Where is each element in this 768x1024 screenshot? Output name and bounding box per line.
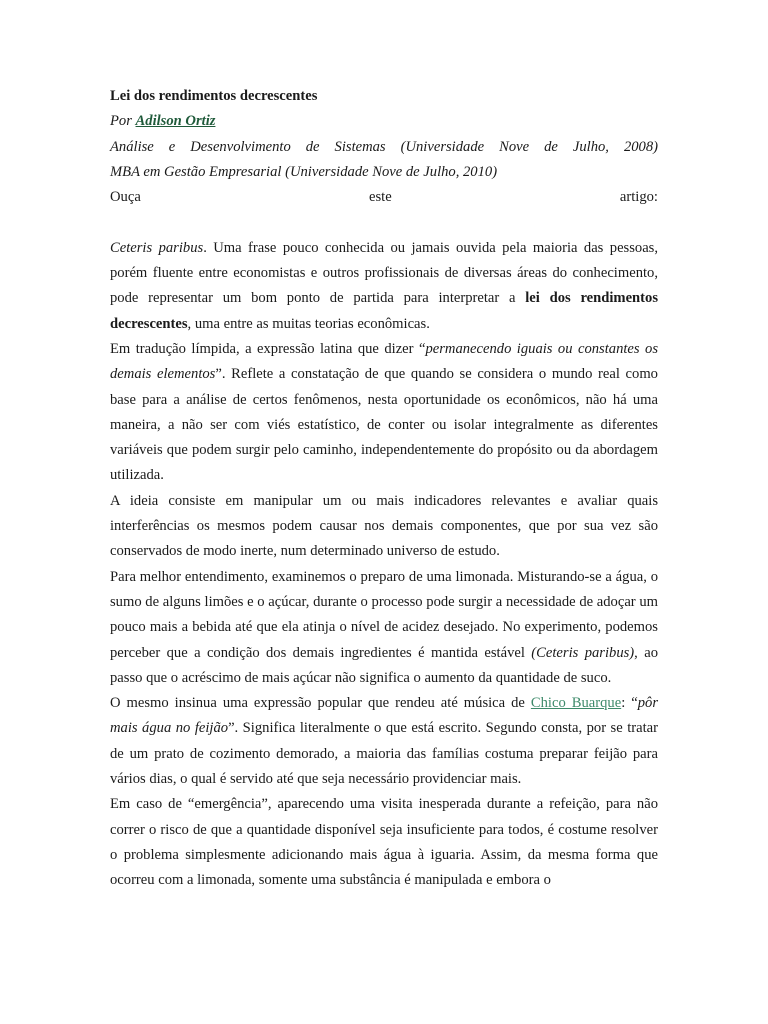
text-span: ”. Significa literalmente o que está escrito. Segundo consta, por se tratar de um prato de cozimento demorado, a maioria das famílias costuma preparar feijão para vários dias, o qual é servido até que seja necessário providenciar mais. [110, 720, 658, 788]
paragraph-3: A ideia consiste em manipular um ou mais indicadores relevantes e avaliar quais interferências os mesmos podem causar nos demais componentes, que por sua vez são conservados de modo inerte, num determinado universo de estudo. [110, 492, 658, 560]
bold-term: lei dos rendimentos decrescentes [110, 290, 659, 332]
text-span: : “ [621, 695, 638, 712]
paragraph-4 [110, 565, 658, 691]
listen-word-3: artigo: [619, 189, 658, 206]
italic-term: (Ceteris paribus) [531, 644, 635, 661]
byline-prefix: Por [110, 113, 136, 130]
text-span: Para melhor entendimento, examinemos o preparo de uma limonada. Misturando-se a água, o sumo de alguns limões e o açúcar, durante o processo pode surgir a necessidade de adoçar um pouco mais a bebida até que ela atinja o nível de acidez desejado. No experimento, podemos perceber que a condição dos demais ingredientes é mantida estável [110, 568, 658, 661]
credential-2: MBA em Gestão Empresarial (Universidade Nove de Julho, 2010) [110, 163, 498, 180]
text-span: ”. Reflete a constatação de que quando se considera o mundo real como base para a análise de certos fenômenos, nesta oportunidade os econômicos, não há uma maneira, a não ser com viés estatístico, de conter ou isolar integralmente as diferentes variáveis que podem surgir pelo caminho, independentemente do propósito ou da abordagem utilizada. [110, 366, 658, 484]
paragraph-6: Em caso de “emergência”, aparecendo uma visita inesperada durante a refeição, para não correr o risco de que a quantidade disponível seja insuficiente para todos, é costume resolver o problema simplesmente adicionando mais água à iguaria. Assim, da mesma forma que ocorreu com a limonada, somente uma substância é manipulada e embora o [110, 796, 658, 889]
listen-line [110, 185, 658, 210]
listen-word-2: este [368, 189, 392, 206]
paragraph-5 [110, 691, 658, 792]
text-span: Em tradução límpida, a expressão latina que dizer “ [110, 340, 426, 357]
text-span: . Uma frase pouco conhecida ou jamais ouvida pela maioria das pessoas, porém fluente entre economistas e outros profissionais de diversas áreas do conhecimento, pode representar um bom ponto de partida para interpretar a [110, 239, 659, 307]
paragraph-2 [110, 337, 658, 489]
text-span: , uma entre as muitas teorias econômicas. [187, 315, 430, 332]
audio-player-placeholder [110, 210, 658, 235]
italic-quote: pôr mais água no feijão [110, 695, 658, 737]
latin-term: Ceteris paribus [110, 239, 204, 256]
author-link[interactable]: Adilson Ortiz [135, 113, 216, 130]
article-title: Lei dos rendimentos decrescentes [110, 88, 318, 104]
document-page [110, 84, 658, 894]
text-span: , ao passo que o acréscimo de mais açúcar não significa o aumento da quantidade de suco. [110, 644, 658, 686]
listen-word-1: Ouça [110, 189, 141, 206]
byline [110, 109, 658, 134]
italic-quote: permanecendo iguais ou constantes os demais elementos [110, 340, 658, 383]
chico-buarque-link[interactable]: Chico Buarque [530, 695, 622, 712]
paragraph-1 [110, 236, 658, 337]
text-span: O mesmo insinua uma expressão popular que rendeu até música de [110, 695, 531, 712]
credential-1: Análise e Desenvolvimento de Sistemas (Universidade Nove de Julho, 2008) [110, 138, 658, 155]
